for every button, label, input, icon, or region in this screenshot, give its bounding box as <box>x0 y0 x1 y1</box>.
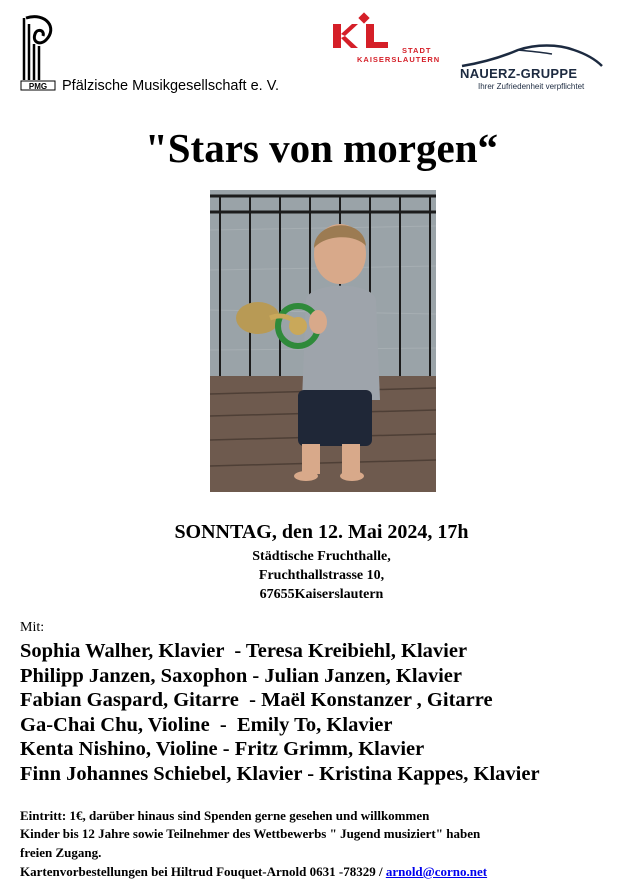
nauerz-name: NAUERZ-GRUPPE <box>460 66 578 81</box>
performer-list <box>20 639 540 786</box>
venue-name: Städtische Fruchthalle, <box>252 549 391 564</box>
poster-title: "Stars von morgen“ <box>144 125 499 171</box>
performer-pair: Finn Johannes Schiebel, Klavier - Kristina Kappes, Klavier <box>20 762 540 785</box>
ticket-reservation-text: Kartenvorbestellungen bei Hiltrud Fouquet-Arnold 0631 -78329 / <box>20 864 386 879</box>
kl-city-line1: STADT <box>402 46 432 55</box>
performer-pair: Fabian Gaspard, Gitarre - Maël Konstanzer , Gitarre <box>20 689 493 711</box>
performer-pair: Kenta Nishino, Violine - Fritz Grimm, Klavier <box>20 738 425 760</box>
performer-pair: Sophia Walher, Klavier - Teresa Kreibiehl, Klavier <box>20 640 468 662</box>
performer-pair: Ga-Chai Chu, Violine - Emily To, Klavier <box>20 713 393 736</box>
ticket-reservation <box>20 864 487 880</box>
kl-logo-text: KL <box>330 12 332 13</box>
admission-info: Eintritt: 1€, darüber hinaus sind Spenden gerne gesehen und willkommen <box>20 808 430 823</box>
venue-street: Fruchthallstrasse 10, <box>258 568 385 583</box>
venue-city: 67655Kaiserslautern <box>259 587 384 602</box>
pmg-name: Pfälzische Musikgesellschaft e. V. <box>62 78 280 94</box>
event-date-time: SONNTAG, den 12. Mai 2024, 17h <box>174 521 469 543</box>
performer-pair: Philipp Janzen, Saxophon - Julian Janzen, Klavier <box>20 664 462 687</box>
child-with-horn-photo <box>210 190 436 492</box>
free-entry-info-line1: Kinder bis 12 Jahre sowie Teilnehmer des Wettbewerbs " Jugend musiziert" haben <box>20 826 481 841</box>
pmg-logo <box>20 14 60 92</box>
pmg-logo-text: PMG <box>28 82 48 91</box>
contact-email-link[interactable]: arnold@corno.net <box>385 864 488 879</box>
free-entry-info-line2: freien Zugang. <box>20 845 102 860</box>
kl-city-line2: KAISERSLAUTERN <box>357 55 441 64</box>
performers-label: Mit: <box>20 620 45 635</box>
nauerz-slogan: Ihrer Zufriedenheit verpflichtet <box>478 82 585 91</box>
